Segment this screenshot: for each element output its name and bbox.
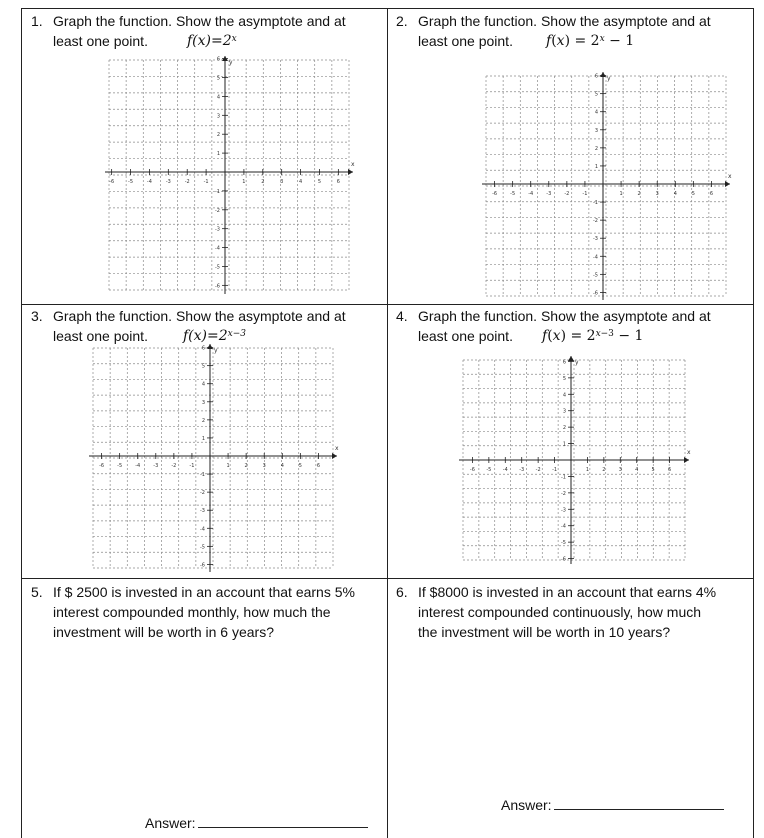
x-tick-label: 1 xyxy=(242,179,246,185)
x-tick-label: 4 xyxy=(280,463,284,469)
y-tick-label: -2 xyxy=(561,490,566,497)
y-tick-label: -4 xyxy=(593,254,598,261)
worksheet xyxy=(21,8,754,838)
y-axis-arrow xyxy=(222,56,228,61)
problem-number: 5. xyxy=(31,584,43,600)
x-tick-label: 4 xyxy=(635,467,639,473)
problem-number: 4. xyxy=(396,308,408,324)
problem-number: 2. xyxy=(396,13,408,29)
x-tick-label: -1 xyxy=(203,179,209,185)
x-tick-label: -4 xyxy=(135,463,141,469)
grid-lines xyxy=(93,345,333,568)
x-tick-label: 2 xyxy=(244,463,248,469)
problem-text-line: If $8000 is invested in an account that earns 4% xyxy=(418,584,717,600)
y-axis-label: y xyxy=(214,347,218,354)
x-tick-label: 6 xyxy=(336,179,340,185)
y-tick-label: 1 xyxy=(216,151,220,158)
problem-number: 3. xyxy=(31,308,43,324)
y-tick-label: -5 xyxy=(200,544,205,551)
x-tick-label: -1 xyxy=(582,191,588,197)
y-tick-label: 5 xyxy=(216,75,220,82)
problem-6 xyxy=(396,582,746,647)
problem-1 xyxy=(31,11,381,56)
x-tick-label: -3 xyxy=(519,467,525,473)
grid-lines xyxy=(463,360,685,560)
y-tick-label: -1 xyxy=(561,474,566,481)
problem-text-line: If $ 2500 is invested in an account that earns 5% xyxy=(53,584,355,600)
y-tick-label: 2 xyxy=(562,425,566,432)
y-tick-label: 4 xyxy=(594,109,598,116)
y-axis-label: y xyxy=(229,59,233,66)
y-tick-label: -2 xyxy=(200,490,205,497)
answer-line[interactable] xyxy=(554,797,724,810)
y-tick-label: -5 xyxy=(561,540,566,547)
problem-text-line: least one point. xyxy=(53,33,148,49)
answer-line[interactable] xyxy=(198,815,368,828)
y-tick-label: 4 xyxy=(216,94,220,101)
y-tick-label: -6 xyxy=(561,556,566,563)
y-tick-label: -3 xyxy=(215,226,220,233)
y-tick-label: -4 xyxy=(561,523,566,530)
y-tick-label: -1 xyxy=(215,188,220,195)
x-tick-label: 6 xyxy=(709,191,714,197)
y-tick-label: -4 xyxy=(200,526,205,533)
x-axis-label: x xyxy=(687,449,691,456)
y-tick-label: 1 xyxy=(201,435,205,442)
y-tick-label: 3 xyxy=(201,399,205,406)
x-tick-label: -5 xyxy=(486,467,492,473)
y-tick-label: -1 xyxy=(200,472,205,479)
problem-2 xyxy=(396,11,746,56)
y-tick-label: 4 xyxy=(562,392,566,399)
problem-text-line: Graph the function. Show the asymptote and at xyxy=(418,308,711,324)
function-formula: $f(x)=2^{x-3}$ xyxy=(183,328,246,344)
x-tick-label: -2 xyxy=(171,463,177,469)
table-column-divider xyxy=(387,8,388,838)
x-tick-label: 3 xyxy=(262,463,266,469)
x-tick-label: 6 xyxy=(316,463,321,469)
x-tick-label: -5 xyxy=(128,179,134,185)
x-tick-label: -6 xyxy=(469,467,475,473)
answer-label: Answer: xyxy=(501,797,552,813)
problem-number: 6. xyxy=(396,584,408,600)
y-tick-label: -6 xyxy=(200,562,205,569)
problem-text-line: the investment will be worth in 10 years? xyxy=(418,624,671,640)
y-tick-label: -5 xyxy=(215,264,220,271)
problem-5 xyxy=(31,582,381,647)
x-axis-arrow xyxy=(684,457,689,463)
problem-text-line: Graph the function. Show the asymptote and at xyxy=(418,13,711,29)
x-tick-label: -6 xyxy=(99,463,105,469)
y-tick-label: -3 xyxy=(593,236,598,243)
table-border-left xyxy=(21,8,22,838)
y-tick-label: 5 xyxy=(201,363,205,370)
x-tick-label: -2 xyxy=(184,179,190,185)
y-tick-label: 1 xyxy=(594,163,598,170)
x-tick-label: 5 xyxy=(691,191,695,197)
y-tick-label: -2 xyxy=(593,218,598,225)
x-tick-label: 1 xyxy=(585,467,590,473)
problem-number: 1. xyxy=(31,13,43,29)
x-tick-label: -3 xyxy=(153,463,159,469)
x-tick-label: 4 xyxy=(673,191,677,197)
problem-4 xyxy=(396,306,746,351)
y-tick-label: 2 xyxy=(201,417,205,424)
x-axis-label: x xyxy=(335,445,339,452)
x-tick-label: -1 xyxy=(189,463,195,469)
y-tick-label: 3 xyxy=(216,113,220,120)
problem-text-line: least one point. xyxy=(418,33,513,49)
problem-text-line: interest compounded continuously, how much xyxy=(418,604,702,620)
x-tick-label: -3 xyxy=(165,179,171,185)
function-formula: $f(x) = 2^x - 1$ xyxy=(546,33,635,49)
x-tick-label: 5 xyxy=(298,463,302,469)
y-axis-label: y xyxy=(607,75,611,82)
x-tick-label: -4 xyxy=(528,191,534,197)
grid-lines xyxy=(109,60,349,290)
x-axis-label: x xyxy=(728,173,732,180)
y-tick-label: -1 xyxy=(593,200,598,207)
x-tick-label: -5 xyxy=(510,191,516,197)
y-tick-label: 2 xyxy=(216,132,220,139)
y-tick-label: 1 xyxy=(562,441,566,448)
y-axis-label: y xyxy=(575,359,579,366)
answer-field[interactable] xyxy=(145,815,368,831)
answer-field[interactable] xyxy=(501,797,724,813)
y-tick-label: -3 xyxy=(200,508,205,515)
x-axis-arrow xyxy=(725,181,730,187)
y-tick-label: 5 xyxy=(594,91,598,98)
y-tick-label: -6 xyxy=(593,290,598,297)
function-formula: $f(x)=2^x$ xyxy=(187,33,237,49)
y-tick-label: 6 xyxy=(562,359,566,366)
x-tick-label: -4 xyxy=(502,467,508,473)
x-tick-label: 3 xyxy=(618,467,622,473)
x-axis-label: x xyxy=(351,161,355,168)
table-border-right xyxy=(753,8,754,838)
x-tick-label: 1 xyxy=(619,191,623,197)
x-tick-label: -6 xyxy=(109,179,115,185)
x-tick-label: -6 xyxy=(492,191,498,197)
grid-lines xyxy=(486,73,726,296)
x-tick-label: 6 xyxy=(667,467,672,473)
x-axis-arrow xyxy=(332,453,337,459)
x-tick-label: 5 xyxy=(317,179,322,185)
y-axis-arrow xyxy=(600,72,606,77)
x-tick-label: -3 xyxy=(546,191,552,197)
x-tick-label: 3 xyxy=(280,179,284,185)
y-tick-label: 3 xyxy=(562,408,566,415)
problem-text-line: least one point. xyxy=(53,328,148,344)
y-axis-arrow xyxy=(568,356,574,361)
x-tick-label: -5 xyxy=(117,463,123,469)
y-tick-label: 5 xyxy=(562,375,566,382)
y-tick-label: -6 xyxy=(215,283,220,290)
x-tick-label: -4 xyxy=(146,179,152,185)
problem-text-line: investment will be worth in 6 years? xyxy=(53,624,274,640)
problem-text-line: Graph the function. Show the asymptote and at xyxy=(53,308,346,324)
y-tick-label: 4 xyxy=(201,381,205,388)
x-tick-label: 2 xyxy=(602,467,606,473)
y-tick-label: -3 xyxy=(561,507,566,514)
x-tick-label: 3 xyxy=(655,191,659,197)
x-tick-label: 2 xyxy=(261,179,265,185)
x-tick-label: 2 xyxy=(637,191,641,197)
y-tick-label: 6 xyxy=(594,73,598,80)
y-tick-label: 2 xyxy=(594,145,598,152)
x-tick-label: 1 xyxy=(226,463,230,469)
function-formula: $f(x) = 2^{x-3} - 1$ xyxy=(542,328,644,344)
problem-text-line: Graph the function. Show the asymptote and at xyxy=(53,13,346,29)
problem-text-line: interest compounded monthly, how much the xyxy=(53,604,331,620)
x-tick-label: 4 xyxy=(298,179,303,185)
problem-3 xyxy=(31,306,381,351)
y-tick-label: 3 xyxy=(594,127,598,134)
answer-label: Answer: xyxy=(145,815,196,831)
x-axis-arrow xyxy=(348,169,353,175)
y-tick-label: -5 xyxy=(593,272,598,279)
y-tick-label: -2 xyxy=(215,207,220,214)
x-tick-label: -2 xyxy=(535,467,541,473)
x-tick-label: 5 xyxy=(651,467,655,473)
x-tick-label: -1 xyxy=(552,467,558,473)
problem-text-line: least one point. xyxy=(418,328,513,344)
y-tick-label: 6 xyxy=(201,345,205,352)
y-tick-label: 6 xyxy=(216,56,220,63)
y-tick-label: -4 xyxy=(215,245,220,252)
x-tick-label: -2 xyxy=(564,191,570,197)
